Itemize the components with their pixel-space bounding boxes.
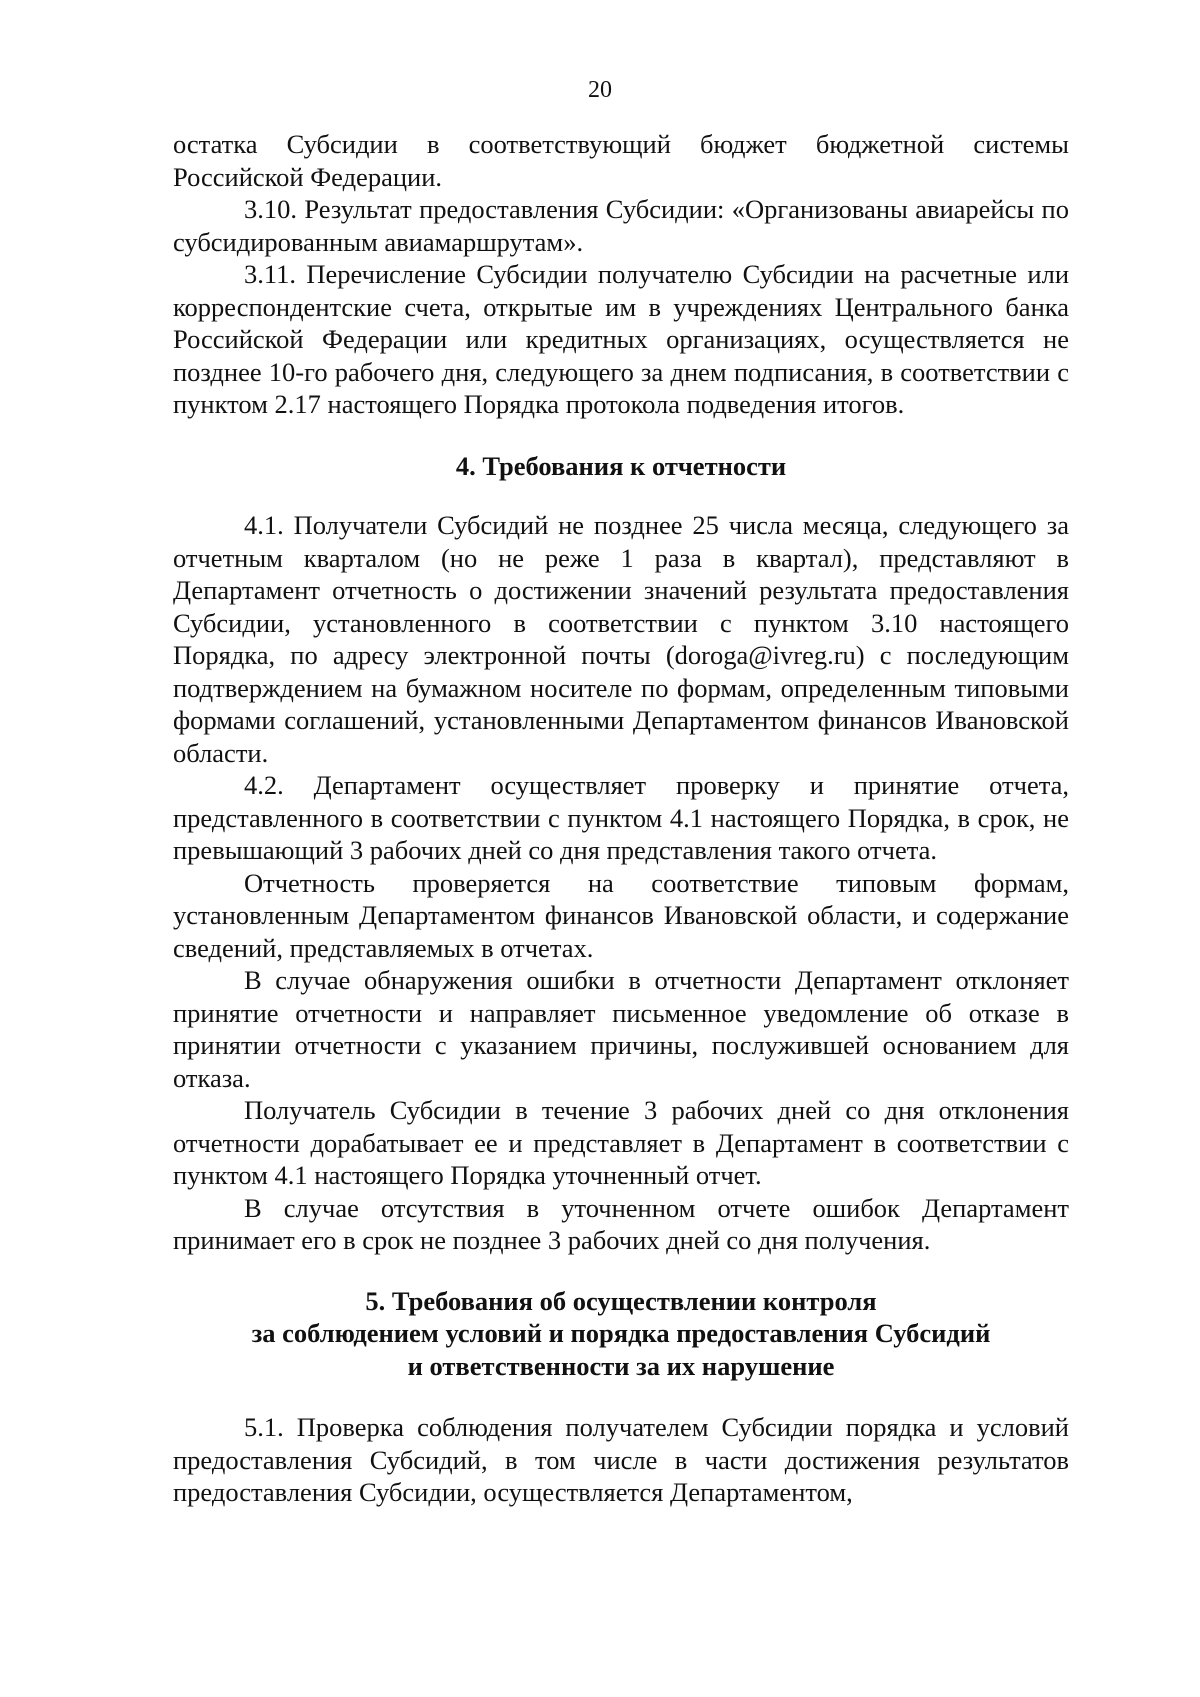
document-body: [173, 128, 1069, 1509]
section-5-heading-line-2: за соблюдением условий и порядка предоставления Субсидий: [251, 1318, 991, 1348]
section-5-heading-line-3: и ответственности за их нарушение: [407, 1350, 835, 1381]
paragraph-4-1: 4.1. Получатели Субсидий не позднее 25 числа месяца, следующего за отчетным кварталом (но не реже 1 раза в квартал), представляют в Департамент отчетность о достижении значений результата предоставления Субсидии, установленного в соответствии с пунктом 3.10 настоящего Порядка, по адресу электронной почты (doroga@ivreg.ru) с последующим подтверждением на бумажном носителе по формам, определенным типовыми формами соглашений, установленными Департаментом финансов Ивановской области.: [173, 510, 1069, 768]
section-5-heading-line-1: 5. Требования об осуществлении контроля: [365, 1285, 877, 1316]
section-4-heading: 4. Требования к отчетности: [455, 450, 787, 481]
paragraph-4-2: 4.2. Департамент осуществляет проверку и принятие отчета, представленного в соответствии с пунктом 4.1 настоящего Порядка, в срок, не превышающий 3 рабочих дней со дня представления такого отчета.: [173, 770, 1069, 865]
paragraph-continuation: остатка Субсидии в соответствующий бюджет бюджетной системы Российской Федерации.: [173, 129, 1069, 192]
paragraph-4-2-error: В случае обнаружения ошибки в отчетности Департамент отклоняет принятие отчетности и направляет письменное уведомление об отказе в принятии отчетности с указанием причины, послужившей основанием для отказа.: [173, 965, 1069, 1093]
paragraph-4-2-accept: В случае отсутствия в уточненном отчете ошибок Департамент принимает его в срок не позднее 3 рабочих дней со дня получения.: [173, 1192, 1069, 1255]
paragraph-3-11: 3.11. Перечисление Субсидии получателю Субсидии на расчетные или корреспондентские счета, открытые им в учреждениях Центрального банка Российской Федерации или кредитных организациях, осуществляется не позднее 10-го рабочего дня, следующего за днем подписания, в соответствии с пунктом 2.17 настоящего Порядка протокола подведения итогов.: [173, 259, 1069, 419]
paragraph-3-10: 3.10. Результат предоставления Субсидии: «Организованы авиарейсы по субсидированным авиамаршрутам».: [173, 194, 1069, 257]
paragraph-4-2-check: Отчетность проверяется на соответствие типовым формам, установленным Департаментом финансов Ивановской области, и содержание сведений, представляемых в отчетах.: [173, 867, 1069, 963]
paragraph-5-1: 5.1. Проверка соблюдения получателем Субсидии порядка и условий предоставления Субсидий, в том числе в части достижения результатов предоставления Субсидии, осуществляется Департаментом,: [173, 1412, 1069, 1507]
paragraph-4-2-rework: Получатель Субсидии в течение 3 рабочих дней со дня отклонения отчетности дорабатывает ее и представляет в Департамент в соответствии с пунктом 4.1 настоящего Порядка уточненный отчет.: [173, 1095, 1069, 1190]
page-number: 20: [588, 77, 612, 103]
